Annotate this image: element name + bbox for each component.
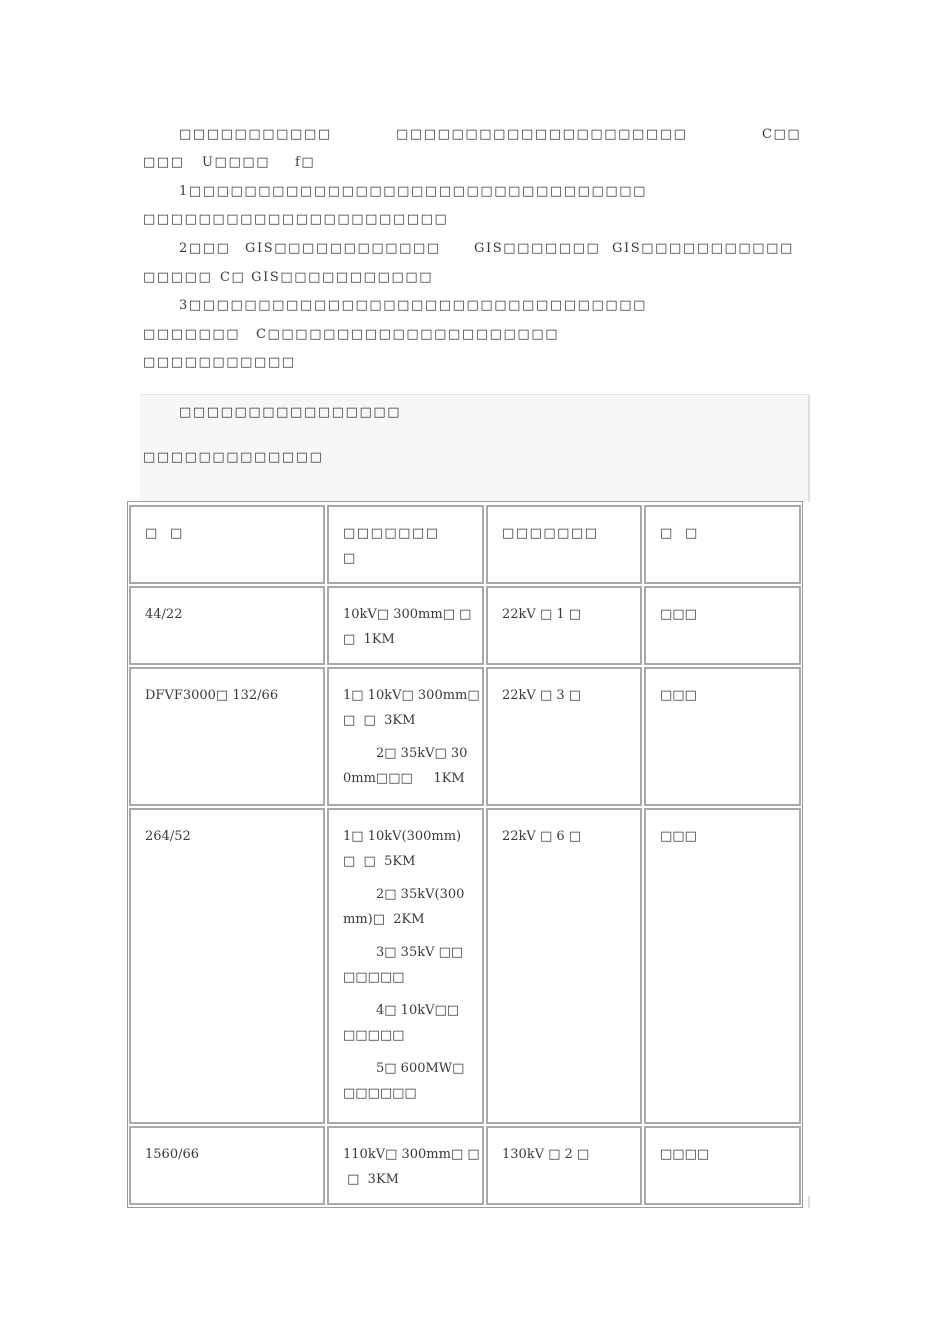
text-segment: C□□: [762, 127, 802, 142]
table-cell: [644, 808, 801, 1124]
cell-text: □ 3KM: [343, 1172, 399, 1187]
table-cell: [486, 667, 642, 806]
cell-text: 2□ 35kV□ 30: [376, 746, 468, 761]
cell-text: □ □ 5KM: [343, 854, 416, 869]
cell-text: □□□: [660, 829, 697, 844]
cell-text: 5□ 600MW□: [376, 1061, 465, 1076]
table-header-cell: [644, 505, 801, 584]
header-label: □: [343, 551, 356, 566]
table-cell: [327, 667, 484, 806]
cell-text: 110kV□ 300mm□ □: [343, 1147, 480, 1162]
text-segment: 3□□□□□□□□□□□□□□□□□□□□□□□□□□□□□□□□□: [179, 298, 648, 313]
table-cell: [486, 586, 642, 665]
table-cell: [644, 586, 801, 665]
cell-text: 1□ 10kV□ 300mm□: [343, 688, 480, 703]
header-label: □ □: [145, 526, 184, 541]
cell-text: □ 1KM: [343, 632, 395, 647]
cell-text: mm)□ 2KM: [343, 912, 425, 927]
header-label: □ □: [660, 526, 699, 541]
cell-text: 10kV□ 300mm□ □: [343, 607, 472, 622]
header-label: □□□□□□□: [502, 526, 599, 541]
caption-line-2: □□□□□□□□□□□□□: [143, 450, 324, 465]
text-segment: □□□□□□□: [143, 327, 241, 342]
cell-text: 4□ 10kV□□: [376, 1003, 460, 1018]
text-segment: C□□□□□□□□□□□□□□□□□□□□□: [256, 327, 560, 342]
table-cell: [644, 1126, 801, 1205]
table-cell: [129, 586, 325, 665]
cell-text: □□□□: [660, 1147, 710, 1162]
table-cell: [327, 586, 484, 665]
page-edge-divider: [808, 1196, 810, 1208]
table-cell: [644, 667, 801, 806]
text-segment: GIS□□□□□□□□□□□□: [245, 241, 441, 256]
cell-text: 130kV □ 2 □: [502, 1147, 590, 1162]
table-cell: [129, 808, 325, 1124]
cell-text: DFVF3000□ 132/66: [145, 688, 279, 703]
text-segment: □□□□□□□□□□□□□□□□□□□□□: [396, 127, 688, 142]
text-segment: f□: [295, 155, 316, 170]
text-segment: □□□: [143, 155, 185, 170]
cell-text: 1560/66: [145, 1147, 200, 1162]
table-cell: [486, 1126, 642, 1205]
table-cell: [129, 667, 325, 806]
caption-line-1: □□□□□□□□□□□□□□□□: [179, 405, 402, 420]
text-segment: 2□□□: [179, 241, 231, 256]
table-header-cell: [129, 505, 325, 584]
text-segment: GIS□□□□□□□: [474, 241, 601, 256]
text-segment: □□□□□□□□□□□□□□□□□□□□□□: [143, 212, 449, 227]
text-segment: U□□□□: [202, 155, 271, 170]
table-cell: [129, 1126, 325, 1205]
cell-text: 3□ 35kV □□: [376, 945, 464, 960]
text-segment: □□□□□□□□□□□: [143, 355, 296, 370]
table-cell: [486, 808, 642, 1124]
table-cell: [327, 1126, 484, 1205]
cell-text: 2□ 35kV(300: [376, 887, 465, 902]
cell-text: □□□□□□: [343, 1086, 417, 1101]
cell-text: 264/52: [145, 829, 191, 844]
cell-text: 44/22: [145, 607, 183, 622]
cell-text: 22kV □ 1 □: [502, 607, 582, 622]
header-label: □□□□□□□: [343, 526, 440, 541]
table-cell: [327, 808, 484, 1124]
text-segment: □□□□□□□□□□□: [179, 127, 332, 142]
table-header-cell: [327, 505, 484, 584]
text-segment: GIS□□□□□□□□□□□: [612, 241, 794, 256]
cell-text: □□□: [660, 607, 697, 622]
cell-text: 1□ 10kV(300mm): [343, 829, 462, 844]
cell-text: □□□: [660, 688, 697, 703]
text-segment: 1□□□□□□□□□□□□□□□□□□□□□□□□□□□□□□□□□: [179, 184, 648, 199]
cell-text: 22kV □ 3 □: [502, 688, 582, 703]
cell-text: □□□□□: [343, 970, 405, 985]
text-segment: □□□□□: [143, 270, 213, 285]
text-segment: C□ GIS□□□□□□□□□□□: [220, 270, 434, 285]
cell-text: 0mm□□□ 1KM: [343, 771, 465, 786]
cell-text: 22kV □ 6 □: [502, 829, 582, 844]
cell-text: □ □ 3KM: [343, 713, 416, 728]
table-header-cell: [486, 505, 642, 584]
cell-text: □□□□□: [343, 1028, 405, 1043]
